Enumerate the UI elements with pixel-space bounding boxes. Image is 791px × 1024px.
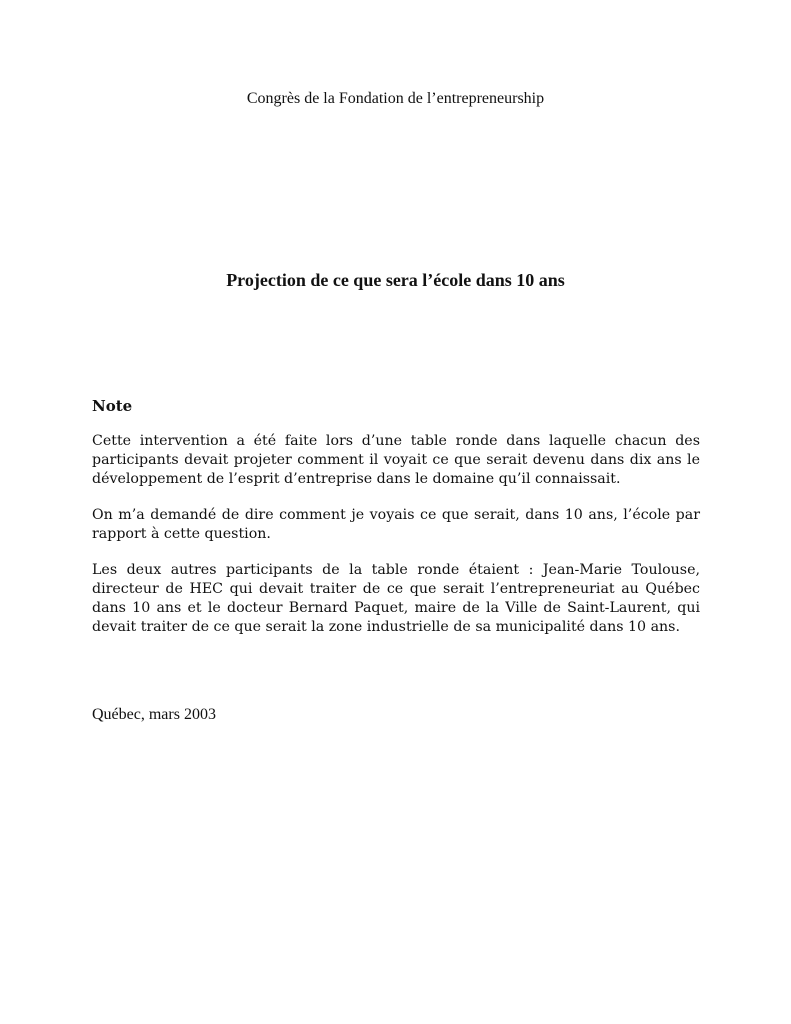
- closing-place-date: Québec, mars 2003: [92, 706, 216, 723]
- document-title: Projection de ce que sera l’école dans 10 ans: [226, 270, 565, 290]
- paragraph-participants: Les deux autres participants de la table ronde étaient : Jean-Marie Toulouse, directeur de HEC qui devait traiter de ce que serait l’entrepreneuriat au Québec dans 10 ans et le docteur Bernard Paquet, maire de la Ville de Saint-Laurent, qui devait traiter de ce que serait la zone industrielle de sa municipalité dans 10 ans.: [92, 562, 700, 635]
- paragraph-request: On m’a demandé de dire comment je voyais ce que serait, dans 10 ans, l’école par rapport à cette question.: [92, 507, 700, 542]
- document-header: Congrès de la Fondation de l’entrepreneurship: [246, 90, 545, 107]
- paragraph-intervention: Cette intervention a été faite lors d’une table ronde dans laquelle chacun des participants devait projeter comment il voyait ce que serait devenu dans dix ans le développement de l’esprit d’entreprise dans le domaine qu’il connaissait.: [92, 433, 700, 487]
- note-heading: Note: [92, 397, 133, 415]
